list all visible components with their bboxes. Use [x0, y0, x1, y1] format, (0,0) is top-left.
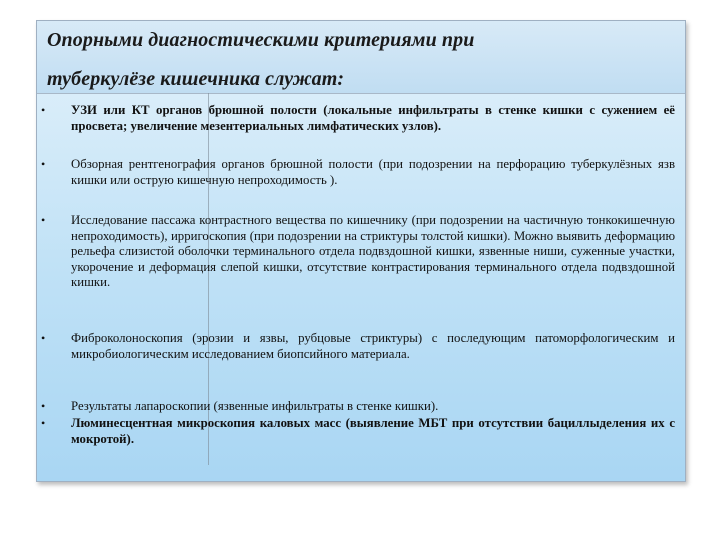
bullet-marker: • [41, 399, 46, 413]
bullet-marker: • [41, 103, 46, 117]
list-item-text: Фиброколоноскопия (эрозии и язвы, рубцовые стриктуры) с последующим патоморфологическим и микробиологическим исследованием биопсийного материала. [71, 331, 675, 361]
bullet-marker: • [41, 331, 46, 345]
list-item-text: УЗИ или КТ органов брюшной полости (локальные инфильтраты в стенке кишки с сужением её просвета; увеличение мезентериальных лимфатических узлов). [71, 103, 675, 133]
list-item-text: Исследование пассажа контрастного вещества по кишечнику (при подозрении на частичную тонкокишечную непроходимость), ирригоскопия (при подозрении на стриктуры толстой кишки). Можно выявить деформацию рельефа слизистой оболочки терминального отдела подвздошной кишки, язвенные ниши, суженные участки, укорочение и деформация слепой кишки, отсутствие контрастирования терминального отдела подвздошной кишки. [71, 213, 675, 289]
slide-title-line-2: туберкулёзе кишечника служат: [47, 68, 345, 90]
title-box [37, 21, 685, 94]
list-item-text: Обзорная рентгенография органов брюшной полости (при подозрении на перфорацию туберкулёзных язв кишки или острую кишечную непроходимость ). [71, 157, 675, 187]
bullet-marker: • [41, 416, 46, 430]
bullet-marker: • [41, 213, 46, 227]
bullet-marker: • [41, 157, 46, 171]
list-item-text: Люминесцентная микроскопия каловых масс (выявление МБТ при отсутствии бациллыделения их с мокротой). [71, 416, 675, 446]
slide-frame [36, 20, 686, 482]
slide-title-line-1: Опорными диагностическими критериями при [47, 29, 475, 51]
list-item-text: Результаты лапароскопии (язвенные инфильтраты в стенке кишки). [71, 399, 439, 413]
